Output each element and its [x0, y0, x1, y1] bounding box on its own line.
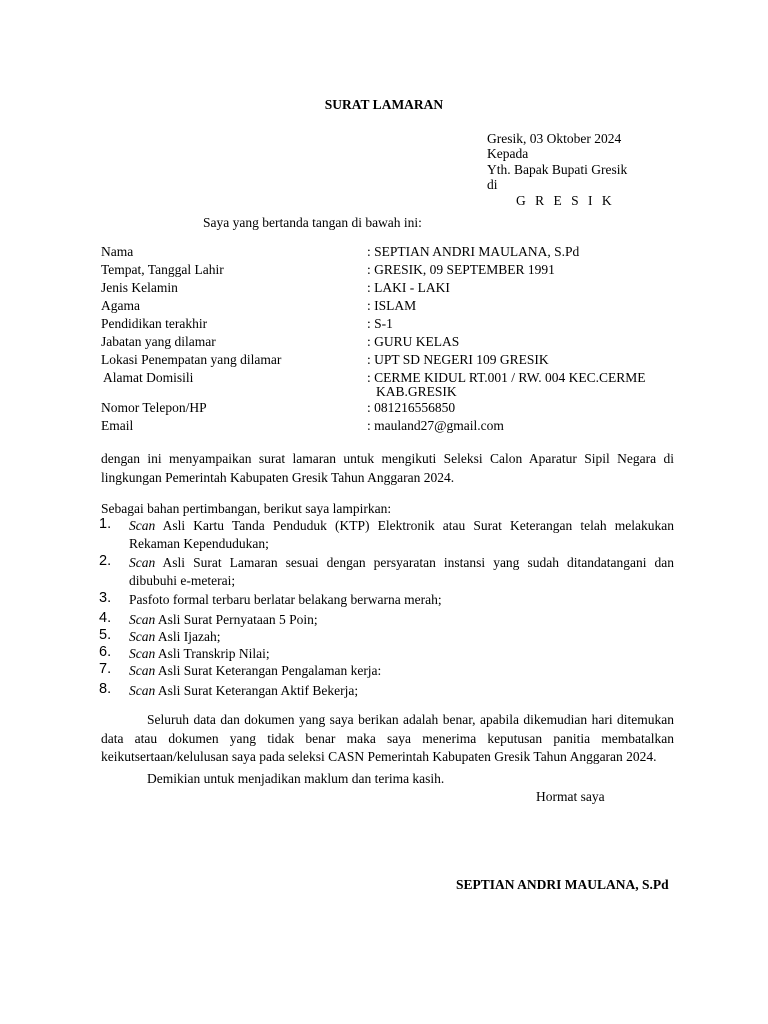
field-label-location: Lokasi Penempatan yang dilamar [101, 352, 282, 367]
list-item: Scan Asli Kartu Tanda Penduduk (KTP) Elektronik atau Surat Keterangan telah melakukan Rekaman Kependudukan; [129, 518, 674, 551]
regards-text: Hormat saya [536, 789, 605, 804]
address-city: G R E S I K [516, 193, 615, 209]
field-label-gender: Jenis Kelamin [101, 280, 178, 295]
intro-text: Saya yang bertanda tangan di bawah ini: [203, 215, 422, 230]
field-value-location: : UPT SD NEGERI 109 GRESIK [367, 352, 549, 367]
field-label-phone: Nomor Telepon/HP [101, 400, 207, 415]
address-to: Kepada [487, 146, 529, 162]
statement-paragraph: dengan ini menyampaikan surat lamaran untuk mengikuti Seleksi Calon Aparatur Sipil Negara di lingkungan Pemerintah Kabupaten Gresik Tahun Anggaran 2024. [101, 451, 674, 485]
signature-name: SEPTIAN ANDRI MAULANA, S.Pd [456, 877, 669, 892]
list-number: 5. [99, 627, 112, 643]
closing-thanks: Demikian untuk menjadikan maklum dan terima kasih. [147, 771, 445, 786]
address-at: di [487, 176, 498, 192]
list-item: Scan Asli Surat Lamaran sesuai dengan persyaratan instansi yang sudah ditandatangani dan dibubuhi e-meterai; [129, 555, 674, 588]
list-number: 6. [99, 644, 112, 660]
field-value-position: : GURU KELAS [367, 334, 460, 349]
field-label-religion: Agama [101, 298, 140, 313]
recipient-address [487, 131, 627, 208]
closing-paragraph: Seluruh data dan dokumen yang saya berikan adalah benar, apabila dikemudian hari ditemukan data atau dokumen yang tidak benar maka saya menerima keputusan panitia membatalkan keikutsertaan/kelulusan saya pada seleksi CASN Pemerintah Kabupaten Gresik Tahun Anggaran 2024. [101, 712, 674, 764]
list-item: Scan Asli Surat Keterangan Pengalaman kerja: [129, 663, 382, 678]
list-number: 2. [99, 553, 112, 569]
address-recipient: Yth. Bapak Bupati Gresik [487, 161, 628, 177]
letter-title: SURAT LAMARAN [324, 97, 444, 112]
field-value-ttl: : GRESIK, 09 SEPTEMBER 1991 [367, 262, 555, 277]
list-number: 3. [99, 590, 112, 606]
list-item: Scan Asli Surat Keterangan Aktif Bekerja; [129, 683, 359, 698]
list-number: 7. [99, 661, 112, 677]
field-label-ttl: Tempat, Tanggal Lahir [101, 262, 224, 277]
field-value-education: : S-1 [367, 316, 393, 331]
list-item: Pasfoto formal terbaru berlatar belakang berwarna merah; [129, 592, 442, 607]
field-label-education: Pendidikan terakhir [101, 316, 208, 331]
field-value-email: : mauland27@gmail.com [367, 418, 504, 433]
field-label-address: Alamat Domisili [103, 370, 194, 385]
field-value-nama: : SEPTIAN ANDRI MAULANA, S.Pd [367, 244, 580, 259]
field-label-email: Email [101, 418, 134, 433]
field-value-address-line2: KAB.GRESIK [376, 384, 457, 399]
field-label-position: Jabatan yang dilamar [101, 334, 216, 349]
list-item: Scan Asli Ijazah; [129, 629, 221, 644]
field-label-nama: Nama [101, 244, 134, 259]
field-value-address: : CERME KIDUL RT.001 / RW. 004 KEC.CERME [367, 370, 646, 385]
place-date: Gresik, 03 Oktober 2024 [487, 131, 622, 146]
list-number: 8. [99, 681, 112, 697]
attachments-intro: Sebagai bahan pertimbangan, berikut saya lampirkan: [101, 501, 392, 516]
field-value-phone: : 081216556850 [367, 400, 456, 415]
list-number: 4. [99, 610, 112, 626]
field-value-gender: : LAKI - LAKI [367, 280, 450, 295]
field-value-religion: : ISLAM [367, 298, 417, 313]
list-item: Scan Asli Transkrip Nilai; [129, 646, 270, 661]
list-item: Scan Asli Surat Pernyataan 5 Poin; [129, 612, 318, 627]
list-number: 1. [99, 516, 112, 532]
